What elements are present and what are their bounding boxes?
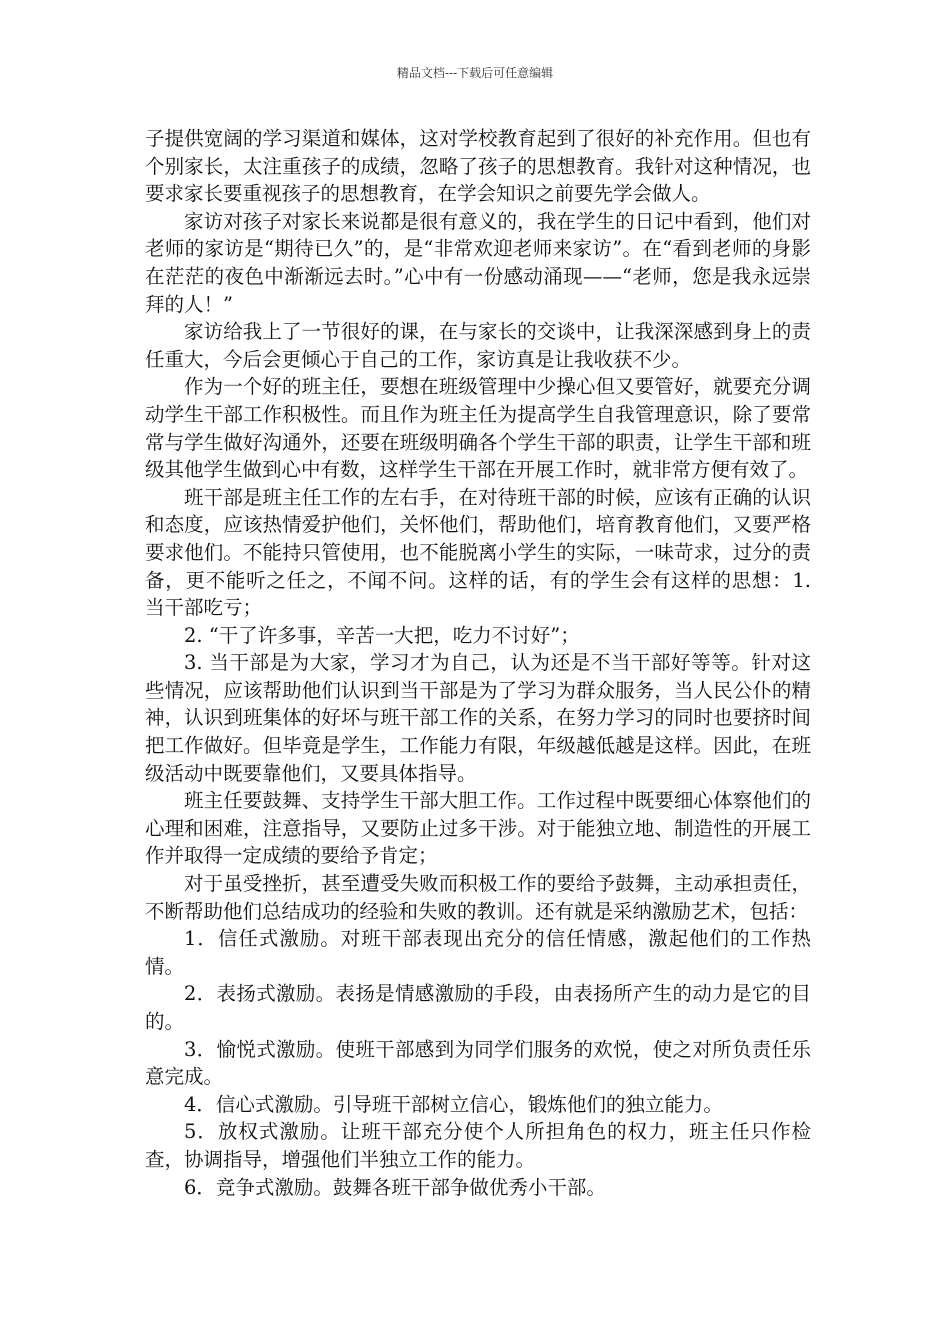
list-item: 3. 当干部是为大家，学习才为自己，认为还是不当干部好等等。针对这些情况，应该帮助他们认识到当干部是为了学习为群众服务，当人民公仆的精神，认识到班集体的好坏与班干部工作的关系，在努力学习的同时也要挤时间把工作做好。但毕竟是学生，工作能力有限，年级越低越是这样。因此，在班级活动中既要靠他们，又要具体指导。 bbox=[145, 651, 811, 785]
paragraph: 家访给我上了一节很好的课，在与家长的交谈中，让我深深感到身上的责任重大，今后会更倾心于自己的工作，家访真是让我收获不少。 bbox=[145, 320, 811, 371]
paragraph: 对于虽受挫折，甚至遭受失败而积极工作的要给予鼓舞，主动承担责任，不断帮助他们总结成功的经验和失败的教训。还有就是采纳激励艺术，包括： bbox=[145, 872, 811, 923]
list-item: 3．愉悦式激励。使班干部感到为同学们服务的欢悦，使之对所负责任乐意完成。 bbox=[145, 1037, 811, 1089]
paragraph: 作为一个好的班主任，要想在班级管理中少操心但又要管好，就要充分调动学生干部工作积极性。而且作为班主任为提高学生自我管理意识，除了要常常与学生做好沟通外，还要在班级明确各个学生干部的职责，让学生干部和班级其他学生做到心中有数，这样学生干部在开展工作时，就非常方便有效了。 bbox=[145, 375, 811, 482]
paragraph: 班干部是班主任工作的左右手，在对待班干部的时候，应该有正确的认识和态度，应该热情爱护他们，关怀他们，帮助他们，培育教育他们，又要严格要求他们。不能持只管使用，也不能脱离小学生的实际，一味苛求，过分的责备，更不能听之任之，不闻不问。这样的话，有的学生会有这样的思想：1. 当干部吃亏； bbox=[145, 485, 811, 620]
paragraph: 子提供宽阔的学习渠道和媒体，这对学校教育起到了很好的补充作用。但也有个别家长，太注重孩子的成绩，忽略了孩子的思想教育。我针对这种情况，也要求家长要重视孩子的思想教育，在学会知识之前要先学会做人。 bbox=[145, 127, 811, 206]
list-item: 2．表扬式激励。表扬是情感激励的手段，由表扬所产生的动力是它的目的。 bbox=[145, 982, 811, 1033]
page-header: 精品文档---下载后可任意编辑 bbox=[396, 66, 554, 80]
paragraph: 家访对孩子对家长来说都是很有意义的，我在学生的日记中看到，他们对老师的家访是“期待已久”的，是“非常欢迎老师来家访”。在“看到老师的身影在茫茫的夜色中渐渐远去时。”心中有一份感动涌现——“老师，您是我永远崇拜的人！” bbox=[145, 209, 811, 316]
list-item: 4．信心式激励。引导班干部树立信心，锻炼他们的独立能力。 bbox=[184, 1092, 723, 1116]
paragraph: 班主任要鼓舞、支持学生干部大胆工作。工作过程中既要细心体察他们的心理和困难，注意指导，又要防止过多干涉。对于能独立地、制造性的开展工作并取得一定成绩的要给予肯定； bbox=[145, 789, 811, 868]
list-item: 5．放权式激励。让班干部充分使个人所担角色的权力，班主任只作检查，协调指导，增强他们半独立工作的能力。 bbox=[145, 1120, 811, 1171]
list-item: 6．竞争式激励。鼓舞各班干部争做优秀小干部。 bbox=[184, 1175, 606, 1199]
document-body bbox=[145, 125, 811, 1201]
list-item: 2. “干了许多事，辛苦一大把，吃力不讨好”； bbox=[184, 623, 580, 647]
list-item: 1．信任式激励。对班干部表现出充分的信任情感，激起他们的工作热情。 bbox=[145, 927, 811, 978]
